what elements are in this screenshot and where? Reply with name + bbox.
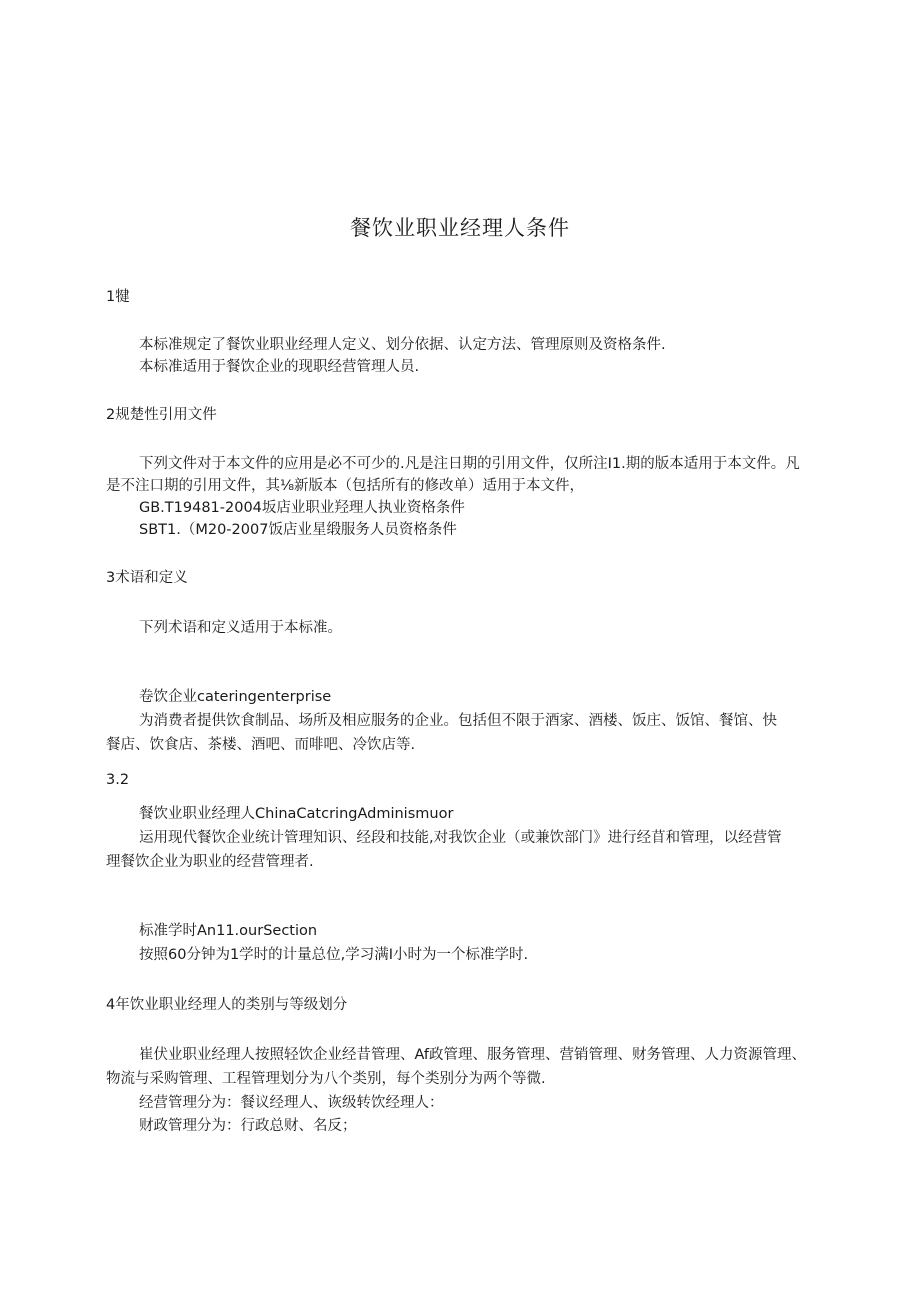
section-4-paragraph-2: 经营管理分为：餐议经理人、诙级转饮经理人：: [139, 1095, 444, 1111]
normative-reference-2: SBT1.（M20-2007饭店业星缎服务人员资格条件: [139, 522, 457, 538]
section-4-heading: 4年饮业职业经理人的类别与等级划分: [106, 997, 348, 1013]
term-1-title: 卷饮企业cateringenterprise: [139, 689, 332, 705]
section-2-paragraph-line-2: 是不注口期的引用文件，其⅛新版本（包括所有的修改单）适用于本文件，: [106, 478, 585, 494]
section-3-heading: 3术语和定义: [106, 570, 188, 586]
term-1-definition-line-2: 餐店、饮食店、茶楼、酒吧、而啡吧、冷饮店等.: [106, 737, 416, 753]
term-2-definition-line-1: 运用现代餐饮企业统计管理知识、经段和技能,对我饮企业（或兼饮部门》进行经苜和管理，以经营管: [139, 830, 782, 846]
section-2-heading: 2规楚性引用文件: [106, 407, 217, 423]
section-1-paragraph-1: 本标准规定了餐饮业职业经理人定义、划分依据、认定方法、管理原则及资格条件.: [139, 337, 666, 353]
section-1-paragraph-2: 本标准适用于餐饮企业的现职经营管理人员.: [139, 359, 420, 375]
term-2-number: 3.2: [106, 772, 130, 788]
section-4-paragraph-line-2: 物流与采购管理、工程管理划分为八个类别，每个类别分为两个等微.: [106, 1071, 546, 1087]
section-4-paragraph-3: 财政管理分为：行政总财、名反；: [139, 1118, 357, 1134]
section-2-paragraph-line-1: 下列文件对于本文件的应用是必不可少的.凡是注日期的引用文件，仅所注I1.期的版本适用于本文件。凡: [139, 456, 800, 472]
section-1-heading: 1犍: [106, 289, 130, 305]
term-2-definition-line-2: 理餐饮企业为职业的经营管理者.: [106, 854, 314, 870]
section-3-intro: 下列术语和定义适用于本标准。: [139, 620, 342, 636]
section-4-paragraph-line-1: 崔伏业职业经理人按照轻饮企业经昔管理、Af政管理、服务管理、营销管理、财务管理、人力资源管理、: [139, 1047, 807, 1063]
normative-reference-1: GB.T19481-2004坂店业职业羟理人执业资格条件: [139, 500, 465, 516]
term-2-title: 餐饮业职业经理人ChinaCatcringAdminismuor: [139, 806, 454, 822]
term-1-definition-line-1: 为消费者提供饮食制品、场所及相应服务的企业。包括但不限于酒家、酒楼、饭庄、饭馆、餐馆、快: [139, 713, 777, 729]
page-title: 餐饮业职业经理人条件: [350, 216, 570, 240]
term-3-title: 标准学时An11.ourSection: [139, 923, 318, 939]
term-3-definition: 按照60分钟为1学时的计量总位,学习满I小时为一个标准学时.: [139, 947, 529, 963]
